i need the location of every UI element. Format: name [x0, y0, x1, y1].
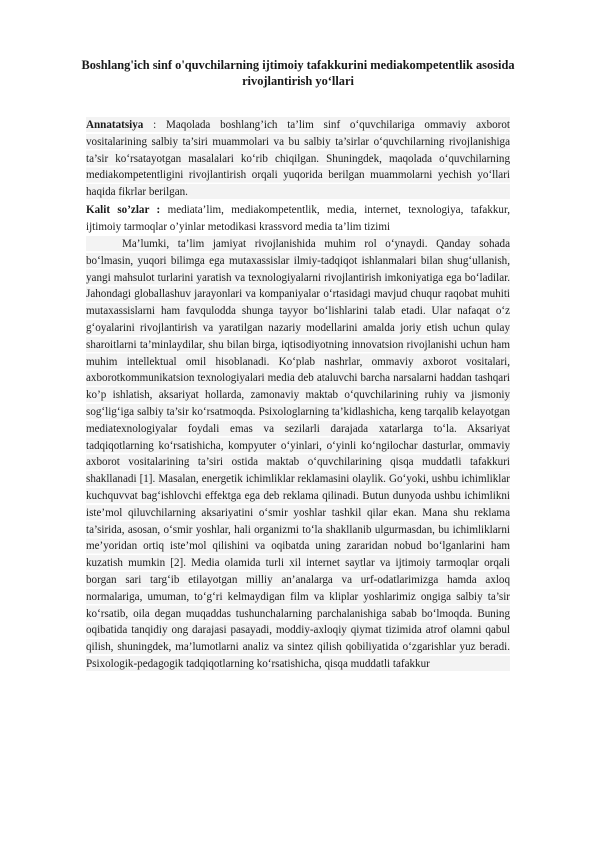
keywords-label: Kalit so’zlar :: [86, 204, 161, 216]
paper-title: Boshlang'ich sinf o'quvchilarning ijtimoiy tafakkurini mediakompetentlik asosida rivojlantirish yo‘llari: [81, 58, 515, 88]
abstract-section: [86, 117, 510, 201]
keywords-text: mediata’lim, mediakompetentlik, media, internet, texnologiya, tafakkur, ijtimoiy tarmoqlar o’yinlar metodikasi krassvord media ta’lim tizimi: [86, 204, 510, 233]
body-paragraph: Ma’lumki, ta’lim jamiyat rivojlanishida muhim rol o‘ynaydi. Qanday sohada bo‘lmasin, yuqori bilimga ega mutaxassislar ilmiy-tadqiqot ishlanmalari bilan shug‘ullanish, yangi mahsulot turlarini yaratish va texnologiyalarni rivojlantirish imkoniyatiga ega bo‘ladilar. Jahondagi globallashuv jarayonlari va kompaniyalar o‘rtasidagi mavjud chuqur raqobat muhiti mutaxassislarni ham favqulodda shunga tayyor bo‘lishlarini talab etadi. Ular nafaqat o‘z g‘oyalarini rivojlantirish va yaratilgan nazariy modellarini amalda joriy etish uchun qulay sharoitlarni ta’minlaydilar, shu bilan birga, iqtisodiyotning innovatsion rivojlanishi uchun ham muhim intellektual omil hisoblanadi. Ko‘plab nashrlar, ommaviy axborot vositalari, axborotkommunikatsion texnologiyalari media deb ataluvchi barcha narsalarni haddan tashqari ko’p ishlatish, aksariyat hollarda, zamonaviy maktab o‘quvchilarining ruhiy va jismoniy sog‘lig‘iga salbiy ta’sir ko‘rsatmoqda. Psixologlarning ta’kidlashicha, keng tarqalib kelayotgan mediatexnologiyalar foydali emas va sezilarli darajada xatarlarga to‘la. Aksariyat tadqiqotlarning ko‘rsatishicha, kompyuter o‘yinlari, o‘yinli ko‘ngilochar dasturlar, ommaviy axborot vositalarining ta’siri ostida maktab o‘quvchilarining qisqa muddatli tafakkuri shakllanadi [1]. Masalan, energetik ichimliklar reklamasini olaylik. Go‘yoki, ushbu ichimliklar kuchquvvat bag‘ishlovchi effektga ega deb reklama qilinadi. Butun dunyoda ushbu ichimlikni iste’mol qiluvchilarning aksariyatini o‘smir yoshlar tashkil qilar ekan. Mana shu reklama ta’sirida, asosan, o‘smir yoshlar, hali organizmi to‘la shakllanib ulgurmasdan, bu ichimliklarni me’yoridan ortiq iste’mol qilishini va oqibatda uning zararidan nobud bo‘lganlarini ham kuzatish mumkin [2]. Media olamida turli xil internet saytlar va ijtimoiy tarmoqlar orqali borgan sari targ‘ib etilayotgan milliy an’analarga va urf-odatlarimizga hamda axloq normalariga, umuman, to‘g‘ri kelmaydigan film va kliplar yoshlarimiz ongiga salbiy ta’sir ko‘rsatib, oila degan muqaddas tushunchalarning parchalanishiga sabab bo‘lmoqda. Buning oqibatida tanqidiy ong darajasi pasayadi, moddiy-axloqiy qiymat tizimida atrof olamni qabul qilish, shuningdek, ma’lumotlarni analiz va sintez qilish qobiliyatida o‘zgarishlar yuz beradi. Psixologik-pedagogik tadqiqotlarning ko‘rsatishicha, qisqa muddatli tafakkur: [86, 236, 510, 673]
keywords-section: [86, 202, 510, 236]
abstract-text: : Maqolada boshlang’ich ta’lim sinf o‘quvchilariga ommaviy axborot vositalarining salbiy ta’siri muammolari va bu salbiy ta’sirlar o‘quvchilarning rivojlanishiga ta’sir ko‘rsatayotgan masalalari ko‘rib chiqilgan. Shuningdek, maqolada o‘quvchilarning mediakompetentligini rivojlantirish orqali yuqorida berilgan muammolarni yechish yo‘llari haqida fikrlar berilgan.: [86, 119, 510, 199]
abstract-label: Annatatsiya: [86, 119, 144, 131]
